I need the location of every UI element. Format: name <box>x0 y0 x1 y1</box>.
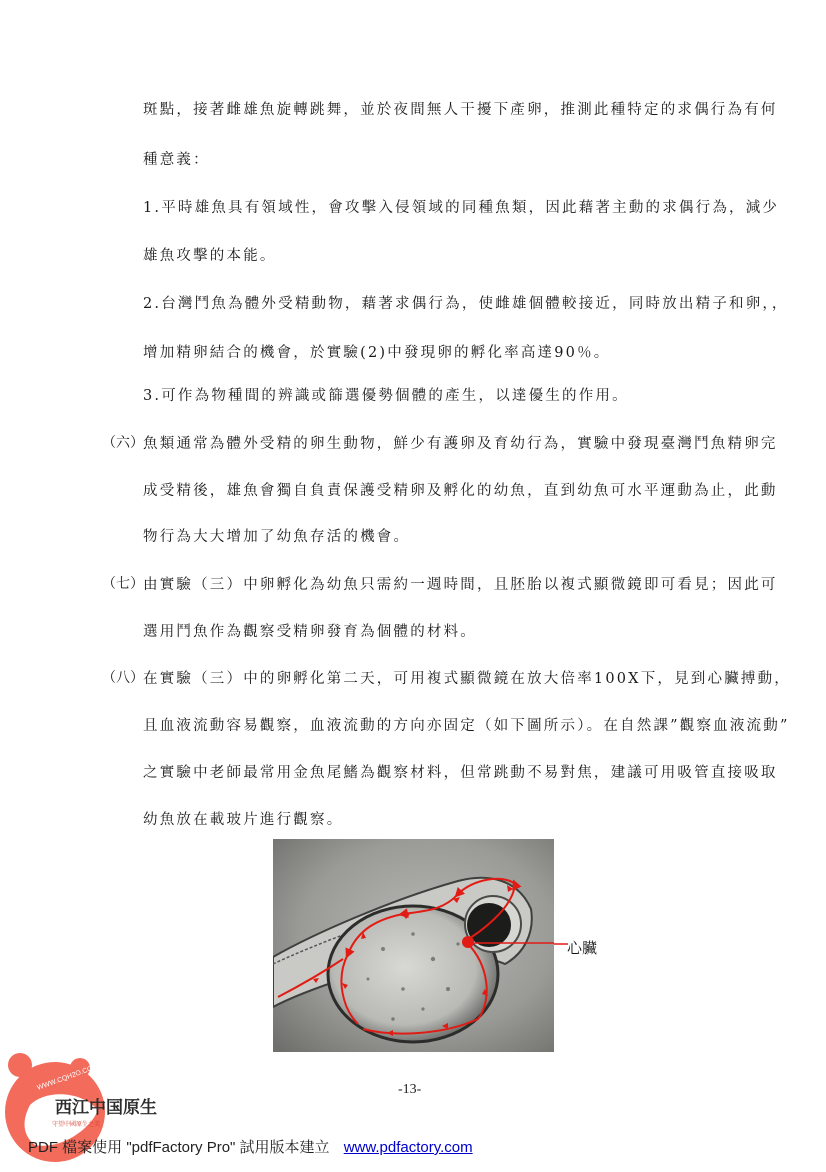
section-line: 幼魚放在載玻片進行觀察。 <box>143 812 344 828</box>
body-line: 雄魚攻擊的本能。 <box>143 248 277 264</box>
section-marker: （七） <box>102 576 144 592</box>
stamp-title: 西江中国原生 <box>55 1098 157 1118</box>
body-line: 種意義： <box>143 152 210 168</box>
section-line: 之實驗中老師最常用金魚尾鰭為觀察材料，但常跳動不易對焦，建議可用吸管直接吸取 <box>143 765 778 781</box>
section-line: 物行為大大增加了幼魚存活的機會。 <box>143 529 411 545</box>
section-line: 且血液流動容易觀察，血液流動的方向亦固定（如下圖所示）。在自然課”觀察血液流動” <box>143 718 790 734</box>
body-line: 3.可作為物種間的辨識或篩選優勢個體的產生，以達優生的作用。 <box>143 388 629 404</box>
section-marker: （六） <box>102 435 144 451</box>
pdf-footer <box>28 1136 473 1157</box>
body-line: 斑點，接著雌雄魚旋轉跳舞，並於夜間無人干擾下產卵，推測此種特定的求偶行為有何 <box>143 102 778 118</box>
page-number: -13- <box>398 1082 422 1097</box>
callout-line <box>554 942 568 946</box>
section-line: 魚類通常為體外受精的卵生動物，鮮少有護卵及育幼行為，實驗中發現臺灣鬥魚精卵完 <box>143 436 778 452</box>
stamp-subtitle: 守望中國原生之美 <box>52 1121 101 1128</box>
footer-text: PDF 檔案使用 "pdfFactory Pro" 試用版本建立 <box>28 1139 330 1156</box>
body-line: 2.台灣鬥魚為體外受精動物，藉著求偶行為，使雌雄個體較接近，同時放出精子和卵，， <box>143 296 789 312</box>
section-line: 由實驗（三）中卵孵化為幼魚只需約一週時間，且胚胎以複式顯微鏡即可看見；因此可 <box>143 577 778 593</box>
footer-link[interactable]: www.pdfactory.com <box>343 1139 473 1156</box>
body-line: 增加精卵結合的機會，於實驗(2)中發現卵的孵化率高達90％。 <box>143 345 611 361</box>
stamp-url: WWW.CQH2O.COM <box>36 1063 100 1092</box>
section-line: 在實驗（三）中的卵孵化第二天，可用複式顯微鏡在放大倍率100X下，見到心臟搏動， <box>143 671 791 687</box>
section-line: 成受精後，雄魚會獨自負責保護受精卵及孵化的幼魚，直到幼魚可水平運動為止，此動 <box>143 483 778 499</box>
heart-label: 心臟 <box>567 939 598 957</box>
body-line: 1.平時雄魚具有領域性，會攻擊入侵領域的同種魚類，因此藉著主動的求偶行為，減少 <box>143 200 780 216</box>
section-marker: （八） <box>102 670 144 686</box>
embryo-micrograph <box>273 839 554 1052</box>
section-line: 選用鬥魚作為觀察受精卵發育為個體的材料。 <box>143 624 477 640</box>
